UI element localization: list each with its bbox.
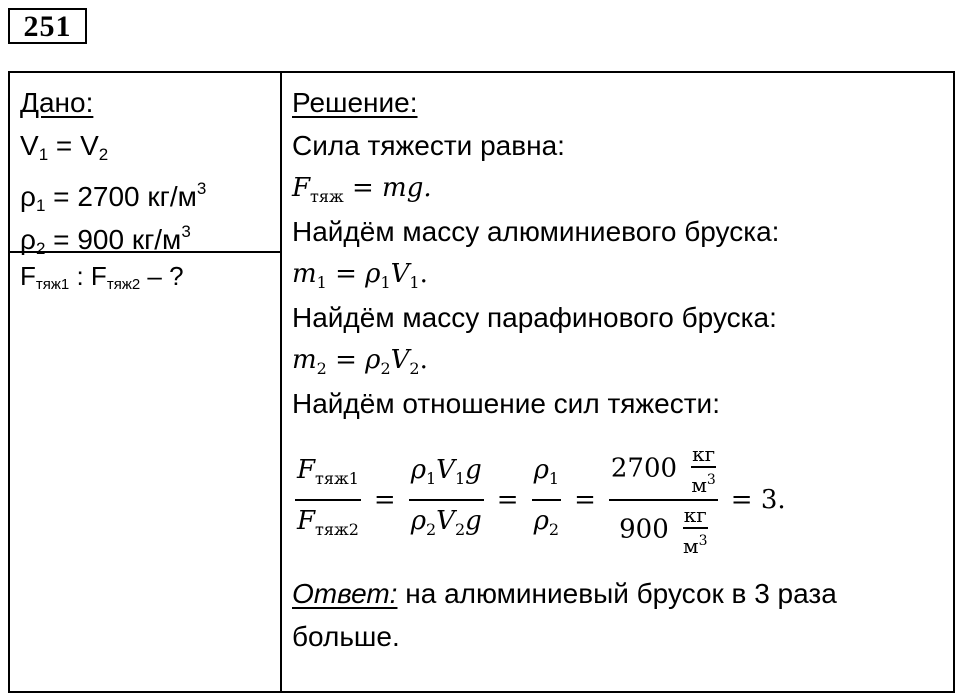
solution-text-3: Найдём массу парафинового бруска: [292,302,777,333]
unit-fraction-top: $\frac{кг}{м^3}$ [691,442,716,497]
formula-mass-2: $m_2 = \rho_2V_2$. [292,345,428,378]
answer-text: Ответ: на алюминиевый брусок в 3 раза больше. [292,578,837,652]
unit-fraction-bottom: $\frac{кг}{м^3}$ [683,503,708,558]
fraction-densities: $\frac{\rho_1}{\rho_2}$ [533,455,560,539]
solution-table [8,71,955,693]
given-line-density-1: $\rho_1 = 2700$ $кг/м^3$ [20,179,207,215]
given-header: Дано: [20,87,94,118]
answer-label: Ответ: [292,578,398,609]
solution-text-4: Найдём отношение сил тяжести: [292,388,720,419]
formula-gravity: $F_{тяж}$ = mg. [292,173,432,206]
given-line-density-2: $\rho_2 = 900$ $кг/м^3$ [20,222,191,258]
problem-number: 251 [8,8,87,44]
solution-header: Решение: [292,87,418,118]
solution-text-2: Найдём массу алюминиевого бруска: [292,216,780,247]
given-section [20,81,207,258]
column-divider [280,73,282,691]
find-section: $F_{тяж1}$ : $F_{тяж2}$ – ? [20,261,184,293]
solution-text-1: Сила тяжести равна: [292,130,565,161]
fraction-rho-v-g: $\frac{\rho_1V_1g}{\rho_2V_2g}$ [410,455,482,539]
formula-ratio: $\frac{F_{тяж1}}{F_{тяж2}}$ = $\frac{\rho_1V_1g}{\rho_2V_2g}$ = $\frac{\rho_1}{\rho_2}$ = 2700 $\frac{кг}{м^3}$ 900 $\frac{кг}{м^3}$ = 3. [297,442,786,558]
fraction-values: 2700 $\frac{кг}{м^3}$ 900 $\frac{кг}{м^3}$ [610,442,716,558]
formula-mass-1: $m_1 = \rho_1V_1$. [292,259,428,292]
given-line-volume: $V_1 = V_2$ [20,130,109,164]
fraction-forces: $\frac{F_{тяж1}}{F_{тяж2}}$ [297,455,359,539]
solution-section [292,81,952,658]
